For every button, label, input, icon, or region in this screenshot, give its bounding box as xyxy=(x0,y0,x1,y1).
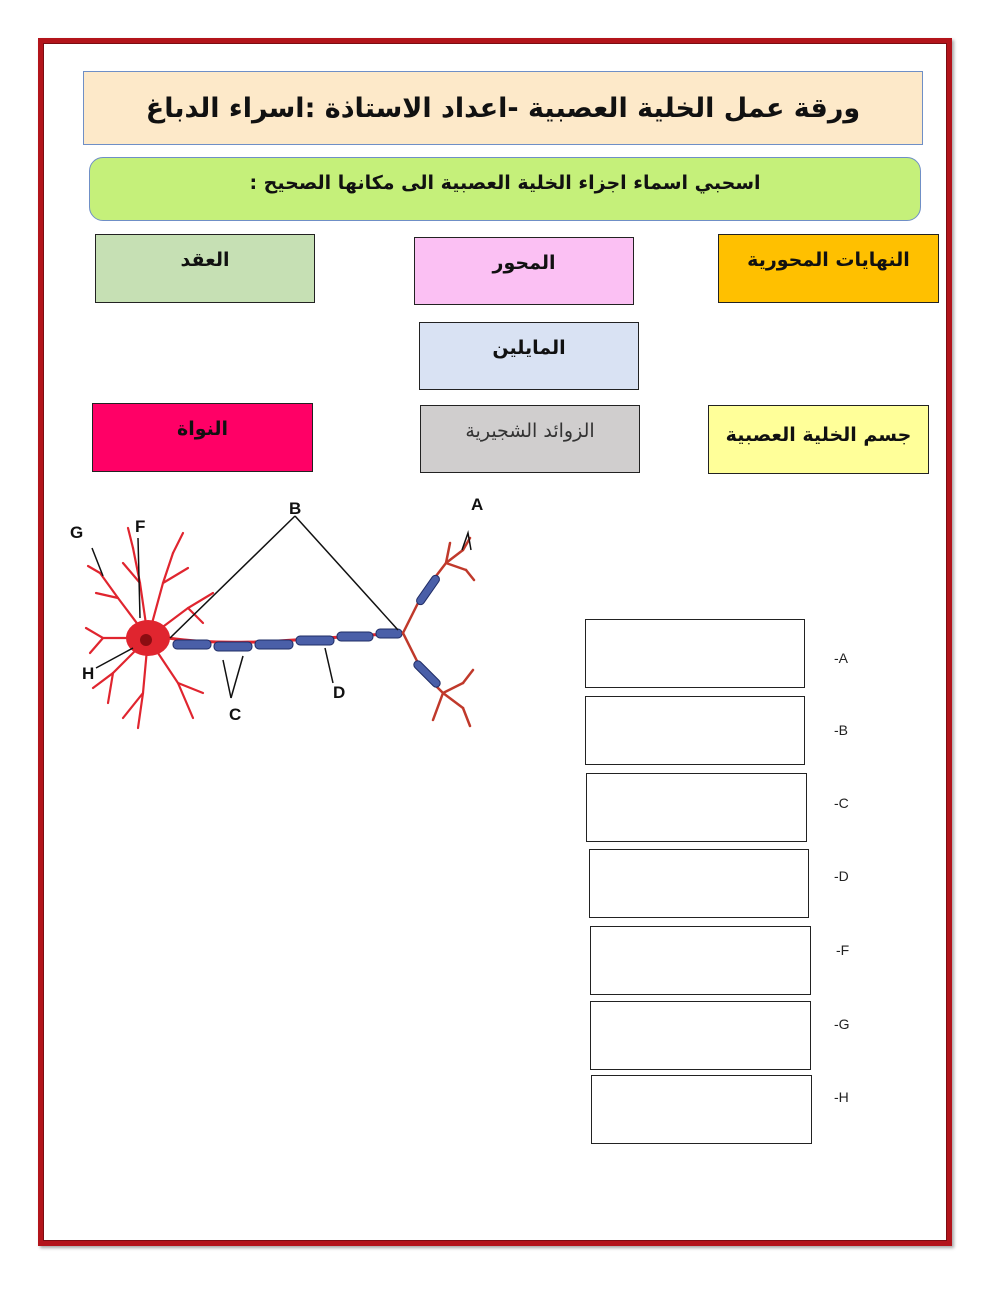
answer-label-h: -H xyxy=(834,1089,849,1105)
neuron-diagram xyxy=(70,488,498,748)
answer-label-c: -C xyxy=(834,795,849,811)
answer-box-c[interactable] xyxy=(586,773,807,842)
answer-label-a: -A xyxy=(834,650,848,666)
answer-box-h[interactable] xyxy=(591,1075,812,1144)
label-F: F xyxy=(135,517,146,536)
axon-terminals-drawing xyxy=(403,538,474,726)
instruction-banner: اسحبي اسماء اجزاء الخلية العصبية الى مكانها الصحيح : xyxy=(89,157,921,221)
answer-label-d: -D xyxy=(834,868,849,884)
nucleus-drawing xyxy=(140,634,152,646)
label-H: H xyxy=(82,664,95,683)
word-card-myelin[interactable]: المايلين xyxy=(419,322,639,390)
answer-box-b[interactable] xyxy=(585,696,805,765)
answer-box-g[interactable] xyxy=(590,1001,811,1070)
word-card-axon[interactable]: المحور xyxy=(414,237,634,305)
label-G: G xyxy=(70,523,84,542)
word-card-axon-terminals[interactable]: النهايات المحورية xyxy=(718,234,939,303)
answer-label-b: -B xyxy=(834,722,848,738)
word-card-cell-body[interactable]: جسم الخلية العصبية xyxy=(708,405,929,474)
myelin-sheath-drawing xyxy=(173,629,402,651)
answer-box-a[interactable] xyxy=(585,619,805,688)
answer-box-f[interactable] xyxy=(590,926,811,995)
label-B: B xyxy=(289,499,302,518)
word-card-nodes[interactable]: العقد xyxy=(95,234,315,303)
answer-label-g: -G xyxy=(834,1016,850,1032)
answer-box-d[interactable] xyxy=(589,849,809,918)
word-card-nucleus[interactable]: النواة xyxy=(92,403,313,472)
answer-label-f: -F xyxy=(836,942,850,958)
worksheet-title: ورقة عمل الخلية العصبية -اعداد الاستاذة :اسراء الدباغ xyxy=(83,71,923,145)
label-A: A xyxy=(471,495,484,514)
label-D: D xyxy=(333,683,346,702)
label-C: C xyxy=(229,705,242,724)
word-card-dendrites[interactable]: الزوائد الشجيرية xyxy=(420,405,640,473)
